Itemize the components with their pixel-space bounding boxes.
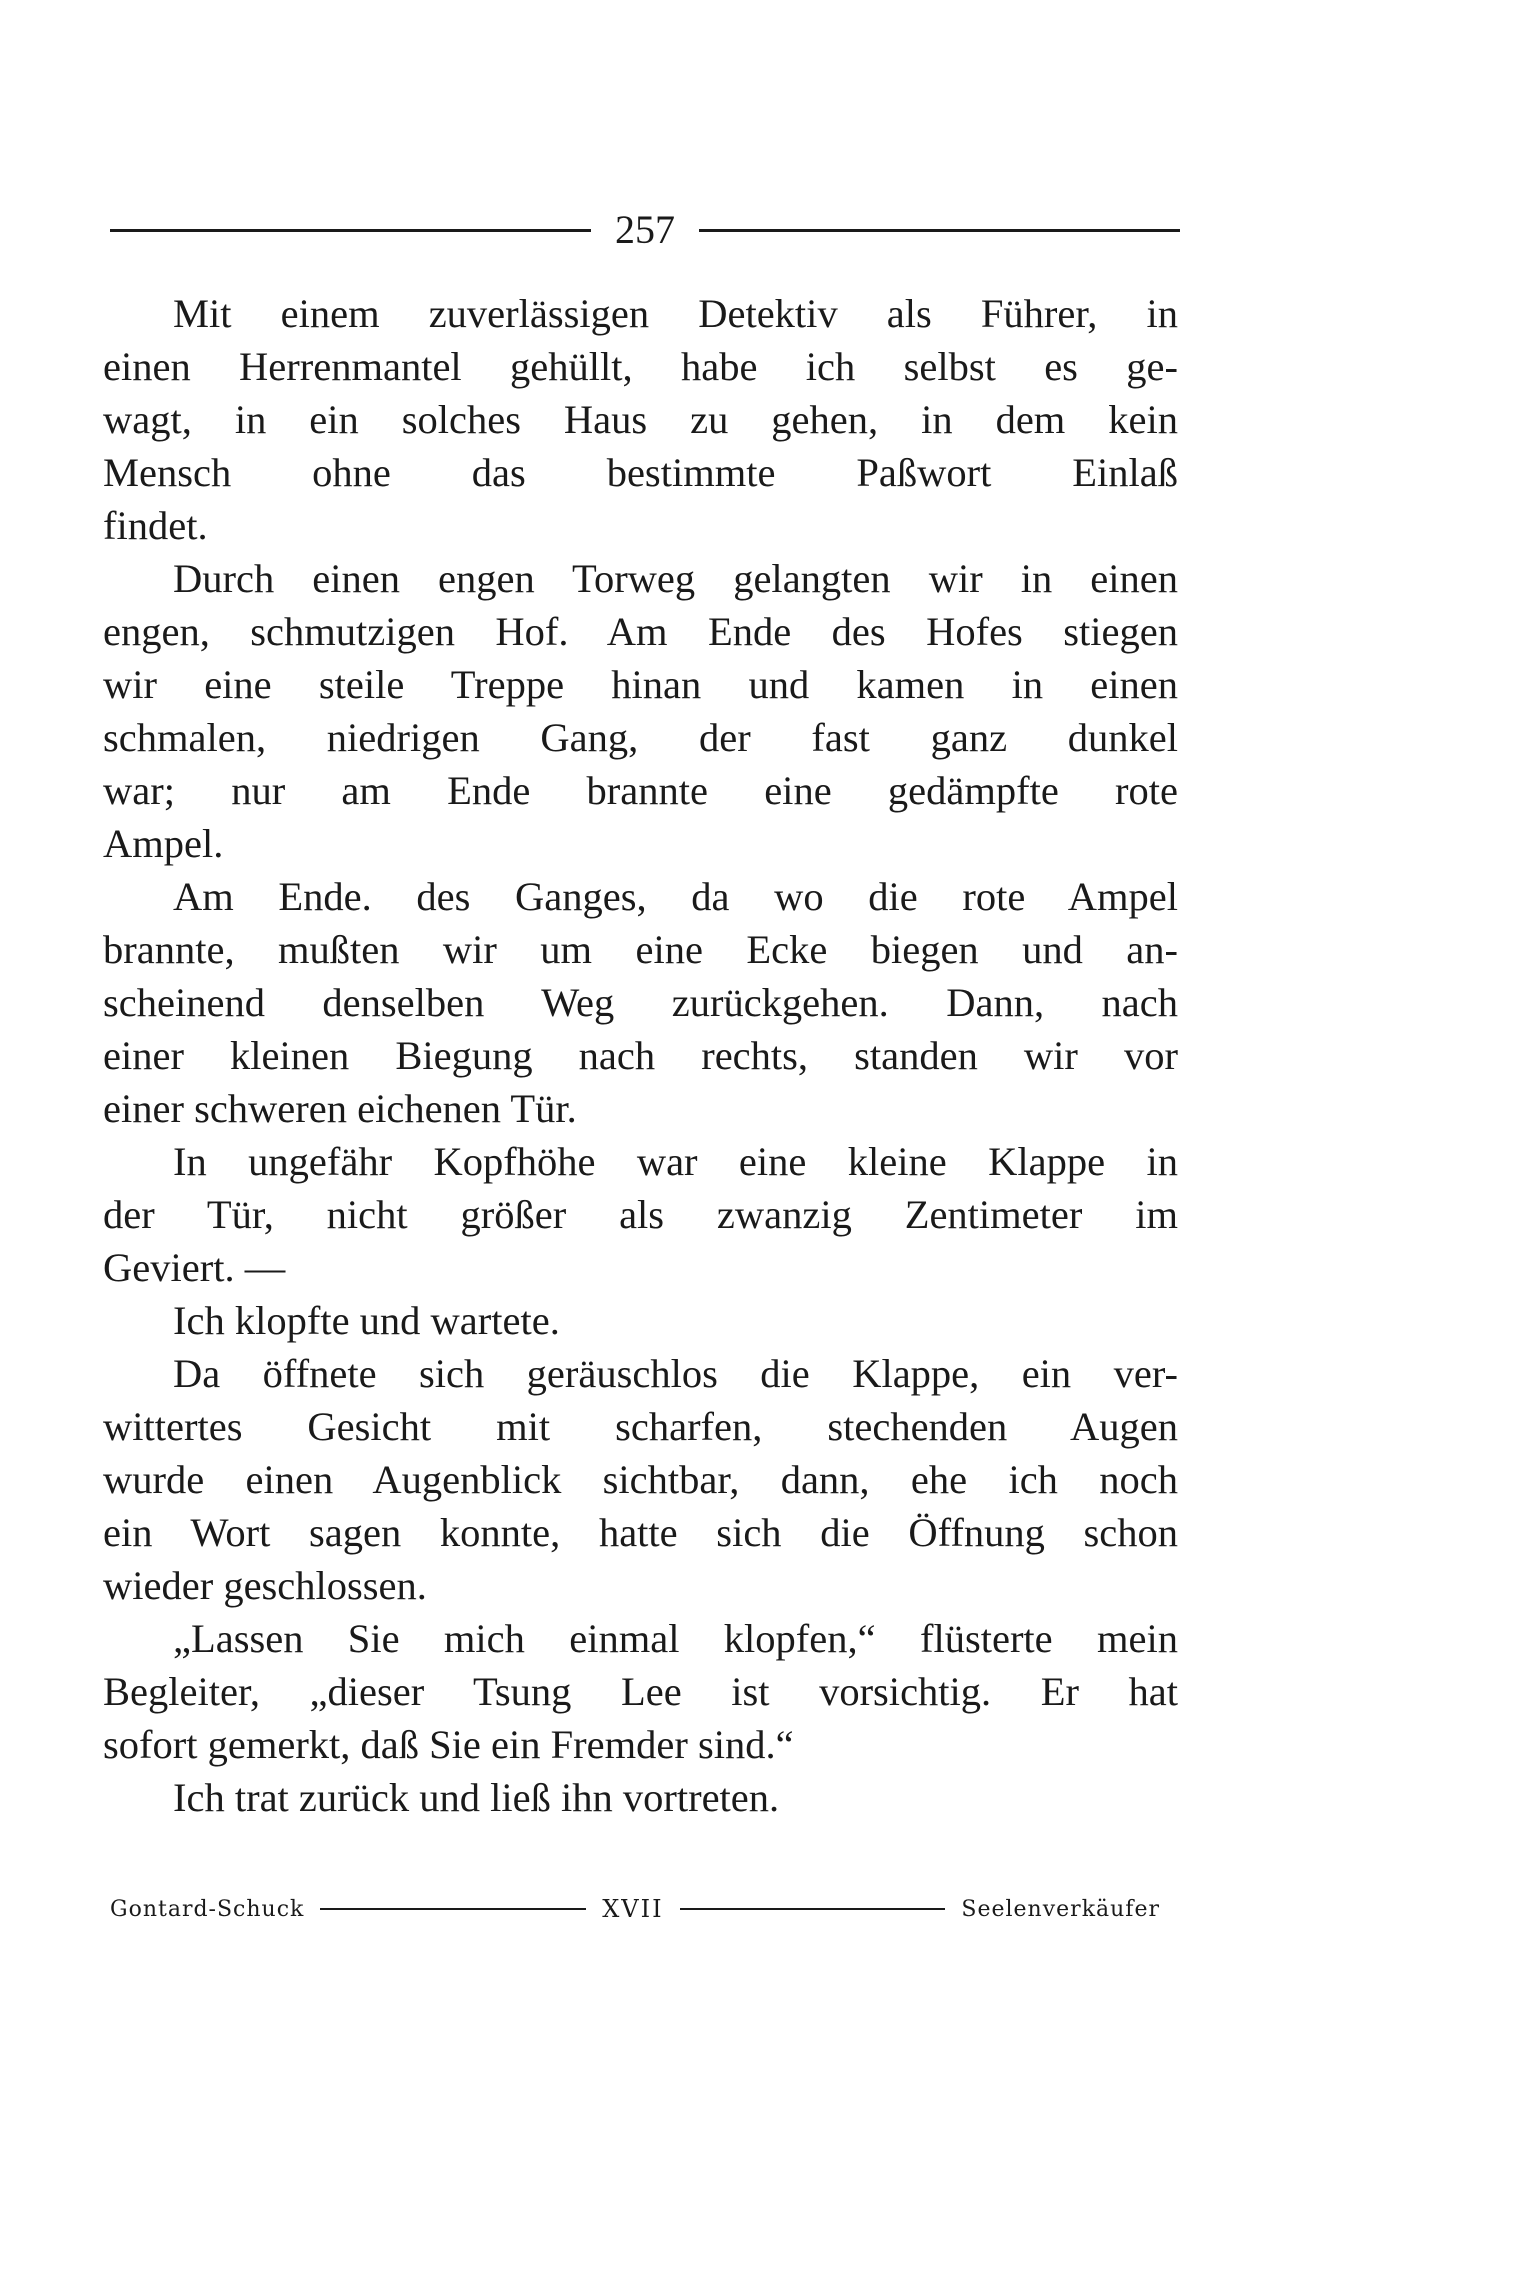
footer-author: Gontard-Schuck (110, 1896, 305, 1922)
text-line: war; nur am Ende brannte eine gedämpfte rote (103, 768, 1178, 813)
paragraph (103, 287, 1178, 552)
text-line: wir eine steile Treppe hinan und kamen in einen (103, 662, 1178, 707)
text-line: Begleiter, „dieser Tsung Lee ist vorsichtig. Er hat (103, 1669, 1178, 1714)
body-text (103, 287, 1178, 1824)
footer-signature: XVII (602, 1895, 664, 1923)
text-line: brannte, mußten wir um eine Ecke biegen und an- (103, 927, 1178, 972)
text-line: In ungefähr Kopfhöhe war eine kleine Klappe in (173, 1139, 1178, 1184)
paragraph (103, 1612, 1178, 1771)
paragraph (103, 552, 1178, 870)
header-rule-right (699, 229, 1180, 232)
paragraph (103, 1294, 1178, 1347)
text-line: sofort gemerkt, daß Sie ein Fremder sind.“ (103, 1722, 794, 1767)
text-line: Ich trat zurück und ließ ihn vortreten. (173, 1775, 780, 1820)
footer-rule-left (320, 1908, 586, 1910)
text-line: engen, schmutzigen Hof. Am Ende des Hofes stiegen (103, 609, 1178, 654)
page-header (110, 200, 1180, 260)
text-line: wieder geschlossen. (103, 1563, 427, 1608)
paragraph (103, 1135, 1178, 1294)
text-line: Ich klopfte und wartete. (173, 1298, 560, 1343)
header-rule-left (110, 229, 591, 232)
text-line: Mensch ohne das bestimmte Paßwort Einlaß (103, 450, 1178, 495)
text-line: wittertes Gesicht mit scharfen, stechenden Augen (103, 1404, 1178, 1449)
footer-title: Seelenverkäufer (961, 1896, 1160, 1922)
text-line: „Lassen Sie mich einmal klopfen,“ flüsterte mein (173, 1616, 1178, 1661)
text-line: findet. (103, 503, 208, 548)
text-line: Geviert. — (103, 1245, 286, 1290)
text-line: ein Wort sagen konnte, hatte sich die Öffnung schon (103, 1510, 1178, 1555)
text-line: wagt, in ein solches Haus zu gehen, in dem kein (103, 397, 1178, 442)
text-line: Mit einem zuverlässigen Detektiv als Führer, in (173, 291, 1178, 336)
text-line: Am Ende. des Ganges, da wo die rote Ampel (173, 874, 1178, 919)
text-line: Da öffnete sich geräuschlos die Klappe, ein ver- (173, 1351, 1178, 1396)
text-line: wurde einen Augenblick sichtbar, dann, ehe ich noch (103, 1457, 1178, 1502)
text-line: einer kleinen Biegung nach rechts, standen wir vor (103, 1033, 1178, 1078)
text-line: einen Herrenmantel gehüllt, habe ich selbst es ge- (103, 344, 1178, 389)
text-line: Ampel. (103, 821, 224, 866)
text-line: Durch einen engen Torweg gelangten wir in einen (173, 556, 1178, 601)
paragraph (103, 1347, 1178, 1612)
paragraph (103, 1771, 1178, 1824)
text-line: einer schweren eichenen Tür. (103, 1086, 577, 1131)
text-line: der Tür, nicht größer als zwanzig Zentimeter im (103, 1192, 1178, 1237)
text-line: scheinend denselben Weg zurückgehen. Dann, nach (103, 980, 1178, 1025)
page-number: 257 (615, 207, 675, 252)
footer-rule-right (680, 1908, 946, 1910)
paragraph (103, 870, 1178, 1135)
page-footer (110, 1895, 1160, 1923)
text-line: schmalen, niedrigen Gang, der fast ganz dunkel (103, 715, 1178, 760)
